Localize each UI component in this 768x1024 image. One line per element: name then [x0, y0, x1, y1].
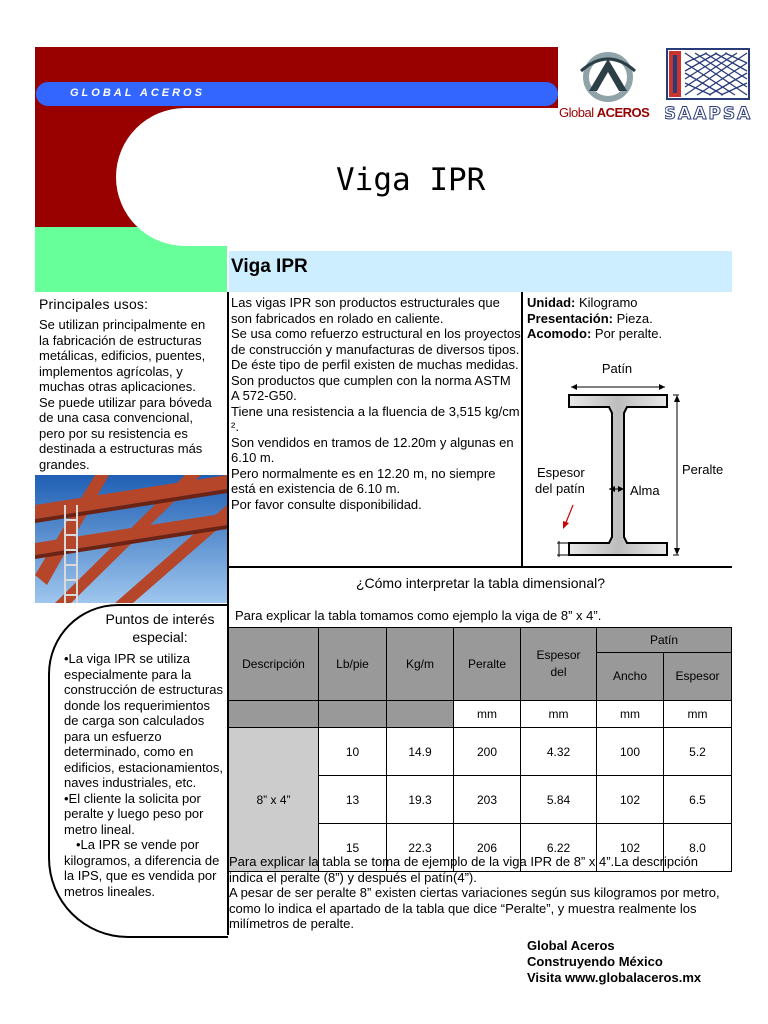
footer-company: Global Aceros: [527, 938, 615, 953]
descripcion-text: [231, 295, 521, 512]
descripcion-paragraph: Pero normalmente es en 12.20 m, no siempre está en existencia de 6.10 m.: [231, 465, 496, 496]
global-aceros-logo: [559, 47, 659, 123]
th-blank: [319, 701, 387, 728]
spec-acomodo: Acomodo: Por peralte.: [527, 326, 663, 341]
unit-mm: mm: [521, 701, 597, 728]
table-cell: 102: [597, 776, 664, 824]
th-descripcion: Descripción: [229, 628, 319, 701]
table-cell: 22.3: [387, 824, 454, 872]
th-espesor-patin: Espesor: [664, 652, 732, 700]
unit-mm: mm: [664, 701, 732, 728]
peralte-label: Peralte: [682, 462, 724, 477]
i-beam-diagram: [527, 355, 732, 567]
saapsa-logo: [665, 47, 751, 123]
descripcion-paragraph: Son productos que cumplen con la norma ASTM A 572-G50.: [231, 372, 511, 403]
th-patin: Patín: [597, 628, 732, 653]
descripcion-paragraph: Son vendidos en tramos de 12.20m y algunas en 6.10 m.: [231, 434, 514, 465]
usos-text: Se utilizan principalmente en la fabricación de estructuras metálicas, edificios, puentes, implementos agrícolas, y muchas otras aplicaciones. Se puede utilizar para bóveda de una casa convencional, pero por su resistencia es destinada a estructuras más grandes.: [39, 317, 212, 472]
footer: [527, 938, 701, 986]
espesor-label: Espesor: [537, 465, 585, 480]
puntos-item: •La viga IPR se utiliza especialmente para la construcción de estructuras donde los requerimientos de carga son calculados para un esfuerzo determinado, como en edificios, estacionamientos, naves industriales, etc.: [64, 651, 223, 790]
saapsa-emblem-icon: [665, 47, 751, 123]
footer-slogan: Construyendo México: [527, 954, 663, 969]
th-peralte: Peralte: [454, 628, 521, 701]
tabla-intro: Para explicar la tabla tomamos como ejemplo la viga de 8” x 4”.: [235, 608, 602, 623]
puntos-title: Puntos de interés especial:: [105, 611, 215, 645]
tabla-title: ¿Cómo interpretar la tabla dimensional?: [355, 575, 605, 591]
th-kgm: Kg/m: [387, 628, 454, 701]
alma-label: Alma: [630, 483, 660, 498]
puntos-list: [64, 651, 224, 899]
descripcion-paragraph: Las vigas IPR son productos estructurales que son fabricados en rolado en caliente.: [231, 295, 500, 326]
usos-title: Principales usos:: [39, 296, 149, 312]
puntos-item: •La IPR se vende por kilogramos, a diferencia de la IPS, que es vendida por metros lineales.: [64, 837, 220, 899]
descripcion-paragraph: Tiene una resistencia a la fluencia de 3,515 kg/cm ².: [231, 403, 520, 434]
footer-website: Visita www.globalaceros.mx: [527, 970, 702, 985]
th-blank: [229, 701, 319, 728]
tabla-explicacion-p2: A pesar de ser peralte 8” existen ciertas variaciones según sus kilogramos por metro, como lo indica el apartado de la tabla que dice “Peralte”, y muestra realmente los milímetros de peralte.: [229, 885, 720, 931]
dimension-table: [228, 627, 732, 872]
table-cell: 10: [319, 728, 387, 776]
table-cell: 203: [454, 776, 521, 824]
descripcion-paragraph: De éste tipo de perfil existen de muchas medidas.: [231, 357, 519, 372]
table-cell: 14.9: [387, 728, 454, 776]
steel-structure-photo: [35, 475, 227, 603]
table-cell: 206: [454, 824, 521, 872]
spec-unidad: Unidad: Kilogramo: [527, 295, 638, 310]
table-cell: 13: [319, 776, 387, 824]
descripcion-paragraph: Por favor consulte disponibilidad.: [231, 496, 422, 512]
espesor-label-2: del patín: [535, 481, 585, 496]
tabla-explicacion-p1: Para explicar la tabla se toma de ejemplo de la viga IPR de 8” x 4”.La descripción indica el peralte (8”) y después el patín(4”).: [229, 854, 698, 885]
section-title: Viga IPR: [231, 256, 308, 277]
table-cell: 200: [454, 728, 521, 776]
table-cell: 8.0: [664, 824, 732, 872]
unit-mm: mm: [597, 701, 664, 728]
table-cell: 19.3: [387, 776, 454, 824]
table-cell: 6.22: [521, 824, 597, 872]
tabla-explicacion: [229, 854, 729, 932]
unit-mm: mm: [454, 701, 521, 728]
specs: [527, 295, 727, 342]
table-cell: 15: [319, 824, 387, 872]
th-lbpie: Lb/pie: [319, 628, 387, 701]
th-espesor: Espesor del: [521, 628, 597, 701]
table-cell: 102: [597, 824, 664, 872]
global-aceros-wordmark: Global ACEROS: [559, 105, 650, 120]
table-cell: 5.2: [664, 728, 732, 776]
descripcion-paragraph: Se usa como refuerzo estructural en los proyectos de construcción y manufacturas de diversos tipos.: [231, 326, 521, 357]
saapsa-wordmark: SAAPSA: [665, 104, 751, 123]
th-ancho: Ancho: [597, 652, 664, 700]
descripcion-cell: 8” x 4”: [229, 728, 319, 872]
brand-name: GLOBAL ACEROS: [70, 87, 205, 99]
table-cell: 6.5: [664, 776, 732, 824]
puntos-item: •El cliente la solicita por peralte y luego peso por metro lineal.: [64, 790, 204, 837]
page-title: Viga IPR: [336, 162, 486, 198]
patin-label: Patín: [601, 361, 633, 376]
spec-presentacion: Presentación: Pieza.: [527, 310, 653, 326]
th-blank: [387, 701, 454, 728]
table-cell: 100: [597, 728, 664, 776]
table-cell: 4.32: [521, 728, 597, 776]
table-cell: 5.84: [521, 776, 597, 824]
divider-vertical-mid: [521, 292, 523, 568]
